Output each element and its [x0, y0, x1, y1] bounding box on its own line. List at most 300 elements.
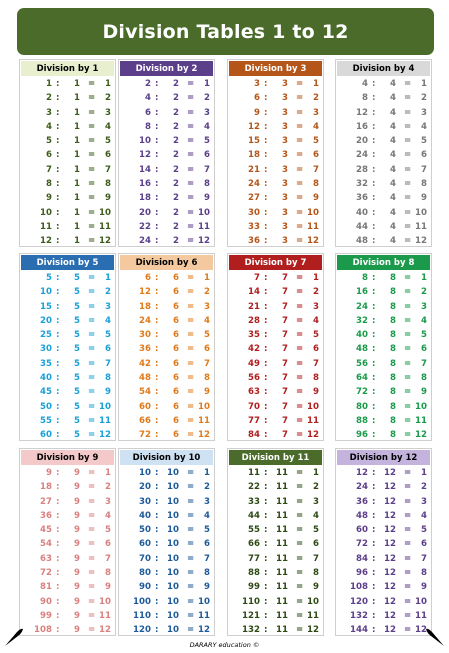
divide-sign: :	[56, 582, 60, 593]
quotient: 11	[99, 415, 111, 426]
divide-sign: :	[56, 287, 60, 298]
divisor: 2	[173, 193, 179, 204]
equals-sign: =	[187, 525, 195, 536]
table-row	[20, 372, 115, 386]
divisor: 2	[173, 93, 179, 104]
divide-sign: :	[56, 387, 60, 398]
divisor: 7	[282, 273, 288, 283]
quotient: 1	[204, 273, 210, 283]
quotient: 9	[313, 193, 319, 204]
table-row	[336, 164, 431, 178]
table-row	[336, 78, 431, 92]
quotient: 9	[421, 582, 427, 593]
quotient: 6	[421, 344, 427, 355]
equals-sign: =	[88, 107, 96, 118]
table-division-by-2	[118, 59, 215, 247]
divisor: 12	[384, 582, 396, 593]
divisor: 6	[173, 415, 179, 426]
divide-sign: :	[155, 468, 159, 478]
table-row	[228, 178, 323, 192]
table-row	[336, 272, 431, 286]
equals-sign: =	[88, 301, 96, 312]
dividend: 3	[46, 107, 52, 118]
divisor: 10	[167, 525, 179, 536]
table-row	[336, 358, 431, 372]
quotient: 2	[313, 287, 319, 298]
divisor: 10	[167, 496, 179, 507]
equals-sign: =	[296, 415, 304, 426]
equals-sign: =	[187, 610, 195, 621]
table-row	[20, 415, 115, 429]
divide-sign: :	[372, 221, 376, 232]
divisor: 5	[74, 430, 80, 441]
equals-sign: =	[88, 387, 96, 398]
equals-sign: =	[187, 179, 195, 190]
table-row	[228, 358, 323, 372]
equals-sign: =	[404, 610, 412, 621]
divide-sign: :	[56, 401, 60, 412]
divide-sign: :	[264, 164, 268, 175]
divide-sign: :	[155, 93, 159, 104]
dividend: 48	[356, 236, 368, 247]
quotient: 9	[105, 193, 111, 204]
divisor: 9	[74, 582, 80, 593]
divide-sign: :	[372, 164, 376, 175]
dividend: 16	[356, 121, 368, 132]
quotient: 6	[105, 150, 111, 161]
quotient: 12	[198, 430, 210, 441]
divisor: 2	[173, 107, 179, 118]
divide-sign: :	[372, 387, 376, 398]
divisor: 7	[282, 287, 288, 298]
table-division-by-6	[118, 253, 215, 441]
equals-sign: =	[296, 596, 304, 607]
divisor: 10	[167, 568, 179, 579]
table-row	[336, 192, 431, 206]
divide-sign: :	[264, 236, 268, 247]
quotient: 12	[415, 625, 427, 636]
divide-sign: :	[264, 496, 268, 507]
divide-sign: :	[372, 287, 376, 298]
divide-sign: :	[56, 553, 60, 564]
quotient: 10	[415, 401, 427, 412]
divide-sign: :	[155, 358, 159, 369]
quotient: 8	[105, 179, 111, 190]
dividend: 9	[46, 468, 52, 478]
table-row	[119, 538, 214, 552]
table-row	[119, 372, 214, 386]
equals-sign: =	[404, 568, 412, 579]
quotient: 4	[313, 315, 319, 326]
divide-sign: :	[372, 121, 376, 132]
table-row	[20, 496, 115, 510]
table-row	[228, 192, 323, 206]
dividend: 54	[139, 387, 151, 398]
dividend: 88	[248, 568, 260, 579]
dividend: 1	[46, 79, 52, 89]
divide-sign: :	[264, 358, 268, 369]
equals-sign: =	[88, 164, 96, 175]
divide-sign: :	[56, 301, 60, 312]
dividend: 36	[356, 496, 368, 507]
equals-sign: =	[88, 625, 96, 636]
dividend: 36	[356, 193, 368, 204]
table-row	[336, 429, 431, 443]
equals-sign: =	[296, 468, 304, 478]
divide-sign: :	[155, 401, 159, 412]
divisor: 8	[390, 387, 396, 398]
quotient: 10	[415, 207, 427, 218]
quotient: 2	[105, 93, 111, 104]
dividend: 63	[40, 553, 52, 564]
divisor: 1	[74, 136, 80, 147]
table-row	[119, 596, 214, 610]
quotient: 3	[105, 496, 111, 507]
divisor: 6	[173, 330, 179, 341]
table-division-by-5	[19, 253, 116, 441]
table-header: Division by 2	[120, 61, 213, 76]
divisor: 7	[282, 315, 288, 326]
divisor: 4	[390, 121, 396, 132]
dividend: 90	[139, 582, 151, 593]
quotient: 12	[307, 430, 319, 441]
table-header: Division by 9	[21, 450, 114, 465]
dividend: 40	[139, 510, 151, 521]
divide-sign: :	[264, 287, 268, 298]
divisor: 10	[167, 610, 179, 621]
quotient: 6	[204, 344, 210, 355]
divide-sign: :	[264, 539, 268, 550]
equals-sign: =	[404, 236, 412, 247]
divide-sign: :	[56, 610, 60, 621]
divide-sign: :	[56, 373, 60, 384]
table-row	[228, 343, 323, 357]
quotient: 10	[99, 596, 111, 607]
divide-sign: :	[155, 221, 159, 232]
quotient: 1	[105, 468, 111, 478]
quotient: 2	[204, 482, 210, 493]
equals-sign: =	[404, 150, 412, 161]
quotient: 8	[313, 179, 319, 190]
divisor: 12	[384, 596, 396, 607]
divisor: 9	[74, 539, 80, 550]
table-row	[336, 107, 431, 121]
equals-sign: =	[404, 358, 412, 369]
divide-sign: :	[264, 221, 268, 232]
quotient: 12	[198, 625, 210, 636]
dividend: 60	[356, 525, 368, 536]
table-header: Division by 8	[337, 255, 430, 270]
table-row	[20, 358, 115, 372]
divisor: 11	[276, 568, 288, 579]
dividend: 30	[139, 496, 151, 507]
table-row	[20, 164, 115, 178]
quotient: 5	[204, 330, 210, 341]
divide-sign: :	[155, 315, 159, 326]
dividend: 108	[34, 625, 52, 636]
divisor: 5	[74, 401, 80, 412]
table-row	[228, 496, 323, 510]
table-row	[20, 596, 115, 610]
divisor: 9	[74, 625, 80, 636]
divisor: 12	[384, 468, 396, 478]
dividend: 24	[139, 315, 151, 326]
table-row	[20, 207, 115, 221]
equals-sign: =	[88, 193, 96, 204]
dividend: 72	[356, 387, 368, 398]
table-row	[20, 272, 115, 286]
dividend: 18	[40, 482, 52, 493]
divide-sign: :	[264, 401, 268, 412]
divisor: 1	[74, 121, 80, 132]
quotient: 4	[204, 121, 210, 132]
table-row	[336, 538, 431, 552]
divisor: 12	[384, 539, 396, 550]
divide-sign: :	[264, 193, 268, 204]
equals-sign: =	[296, 121, 304, 132]
divide-sign: :	[56, 430, 60, 441]
dividend: 110	[242, 596, 260, 607]
table-header: Division by 3	[229, 61, 322, 76]
table-row	[20, 149, 115, 163]
divide-sign: :	[155, 330, 159, 341]
dividend: 56	[248, 373, 260, 384]
table-division-by-1	[19, 59, 116, 247]
quotient: 9	[421, 193, 427, 204]
quotient: 8	[313, 373, 319, 384]
quotient: 11	[198, 415, 210, 426]
divide-sign: :	[264, 121, 268, 132]
dividend: 18	[139, 301, 151, 312]
table-row	[119, 315, 214, 329]
dividend: 66	[248, 539, 260, 550]
quotient: 10	[198, 207, 210, 218]
quotient: 1	[105, 79, 111, 89]
quotient: 2	[313, 482, 319, 493]
divide-sign: :	[56, 207, 60, 218]
table-row	[228, 429, 323, 443]
divisor: 9	[74, 468, 80, 478]
divisor: 8	[390, 373, 396, 384]
equals-sign: =	[88, 482, 96, 493]
table-row	[228, 481, 323, 495]
equals-sign: =	[296, 482, 304, 493]
dividend: 7	[46, 164, 52, 175]
equals-sign: =	[187, 207, 195, 218]
divisor: 8	[390, 415, 396, 426]
divisor: 2	[173, 179, 179, 190]
dividend: 8	[46, 179, 52, 190]
divisor: 7	[282, 344, 288, 355]
equals-sign: =	[187, 387, 195, 398]
equals-sign: =	[296, 287, 304, 298]
equals-sign: =	[404, 179, 412, 190]
table-division-by-10	[118, 448, 215, 636]
divide-sign: :	[264, 415, 268, 426]
quotient: 3	[105, 301, 111, 312]
dividend: 6	[46, 150, 52, 161]
divide-sign: :	[56, 568, 60, 579]
divide-sign: :	[372, 179, 376, 190]
table-row	[20, 286, 115, 300]
table-row	[20, 553, 115, 567]
divide-sign: :	[372, 510, 376, 521]
equals-sign: =	[296, 344, 304, 355]
quotient: 7	[204, 358, 210, 369]
quotient: 9	[105, 387, 111, 398]
equals-sign: =	[296, 236, 304, 247]
table-row	[228, 386, 323, 400]
divide-sign: :	[56, 121, 60, 132]
quotient: 9	[204, 582, 210, 593]
divisor: 11	[276, 582, 288, 593]
equals-sign: =	[187, 553, 195, 564]
table-row	[119, 235, 214, 249]
table-row	[336, 315, 431, 329]
divide-sign: :	[264, 430, 268, 441]
quotient: 2	[105, 482, 111, 493]
divisor: 3	[282, 221, 288, 232]
divisor: 2	[173, 207, 179, 218]
table-row	[228, 581, 323, 595]
table-row	[119, 107, 214, 121]
quotient: 9	[105, 582, 111, 593]
equals-sign: =	[88, 179, 96, 190]
dividend: 10	[40, 207, 52, 218]
divide-sign: :	[264, 625, 268, 636]
dividend: 12	[139, 287, 151, 298]
quotient: 12	[99, 236, 111, 247]
dividend: 54	[40, 539, 52, 550]
table-row	[119, 510, 214, 524]
divisor: 7	[282, 387, 288, 398]
table-row	[336, 596, 431, 610]
equals-sign: =	[404, 344, 412, 355]
divisor: 1	[74, 179, 80, 190]
quotient: 5	[313, 525, 319, 536]
equals-sign: =	[296, 525, 304, 536]
quotient: 5	[421, 136, 427, 147]
divide-sign: :	[264, 150, 268, 161]
equals-sign: =	[296, 373, 304, 384]
equals-sign: =	[404, 496, 412, 507]
table-row	[20, 78, 115, 92]
divisor: 4	[390, 79, 396, 89]
table-header: Division by 7	[229, 255, 322, 270]
divisor: 6	[173, 344, 179, 355]
divisor: 1	[74, 221, 80, 232]
equals-sign: =	[187, 221, 195, 232]
divide-sign: :	[56, 482, 60, 493]
table-row	[228, 221, 323, 235]
divide-sign: :	[372, 625, 376, 636]
dividend: 15	[248, 136, 260, 147]
dividend: 28	[356, 164, 368, 175]
divide-sign: :	[155, 525, 159, 536]
dividend: 108	[350, 582, 368, 593]
equals-sign: =	[404, 164, 412, 175]
table-row	[20, 429, 115, 443]
divisor: 11	[276, 525, 288, 536]
dividend: 5	[46, 136, 52, 147]
quotient: 12	[99, 430, 111, 441]
dividend: 22	[139, 221, 151, 232]
table-row	[119, 386, 214, 400]
divisor: 5	[74, 344, 80, 355]
dividend: 42	[248, 344, 260, 355]
dividend: 8	[145, 121, 151, 132]
quotient: 11	[198, 221, 210, 232]
dividend: 8	[362, 273, 368, 283]
divisor: 11	[276, 468, 288, 478]
quotient: 3	[204, 301, 210, 312]
quotient: 11	[99, 221, 111, 232]
quotient: 7	[313, 358, 319, 369]
divide-sign: :	[155, 430, 159, 441]
divisor: 11	[276, 553, 288, 564]
equals-sign: =	[296, 107, 304, 118]
divisor: 2	[173, 136, 179, 147]
quotient: 2	[313, 93, 319, 104]
dividend: 44	[248, 510, 260, 521]
divide-sign: :	[155, 568, 159, 579]
divisor: 12	[384, 553, 396, 564]
equals-sign: =	[187, 330, 195, 341]
divide-sign: :	[264, 136, 268, 147]
divisor: 11	[276, 496, 288, 507]
equals-sign: =	[296, 625, 304, 636]
dividend: 10	[139, 136, 151, 147]
divisor: 1	[74, 150, 80, 161]
divisor: 4	[390, 164, 396, 175]
quotient: 12	[307, 236, 319, 247]
divide-sign: :	[56, 193, 60, 204]
table-division-by-4	[335, 59, 432, 247]
equals-sign: =	[187, 273, 195, 283]
dividend: 11	[248, 468, 260, 478]
quotient: 4	[204, 315, 210, 326]
divide-sign: :	[264, 525, 268, 536]
dividend: 121	[242, 610, 260, 621]
dividend: 70	[248, 401, 260, 412]
divisor: 3	[282, 150, 288, 161]
quotient: 10	[99, 401, 111, 412]
divisor: 4	[390, 193, 396, 204]
table-row	[20, 610, 115, 624]
table-row	[336, 149, 431, 163]
divide-sign: :	[372, 496, 376, 507]
divide-sign: :	[372, 596, 376, 607]
table-row	[228, 78, 323, 92]
table-row	[336, 481, 431, 495]
equals-sign: =	[404, 79, 412, 89]
table-row	[336, 301, 431, 315]
equals-sign: =	[296, 207, 304, 218]
equals-sign: =	[296, 221, 304, 232]
divisor: 10	[167, 625, 179, 636]
dividend: 24	[139, 236, 151, 247]
equals-sign: =	[88, 539, 96, 550]
equals-sign: =	[296, 315, 304, 326]
dividend: 12	[356, 468, 368, 478]
equals-sign: =	[296, 93, 304, 104]
divide-sign: :	[56, 179, 60, 190]
table-header: Division by 1	[21, 61, 114, 76]
equals-sign: =	[404, 287, 412, 298]
table-row	[228, 415, 323, 429]
equals-sign: =	[88, 236, 96, 247]
dividend: 7	[254, 273, 260, 283]
